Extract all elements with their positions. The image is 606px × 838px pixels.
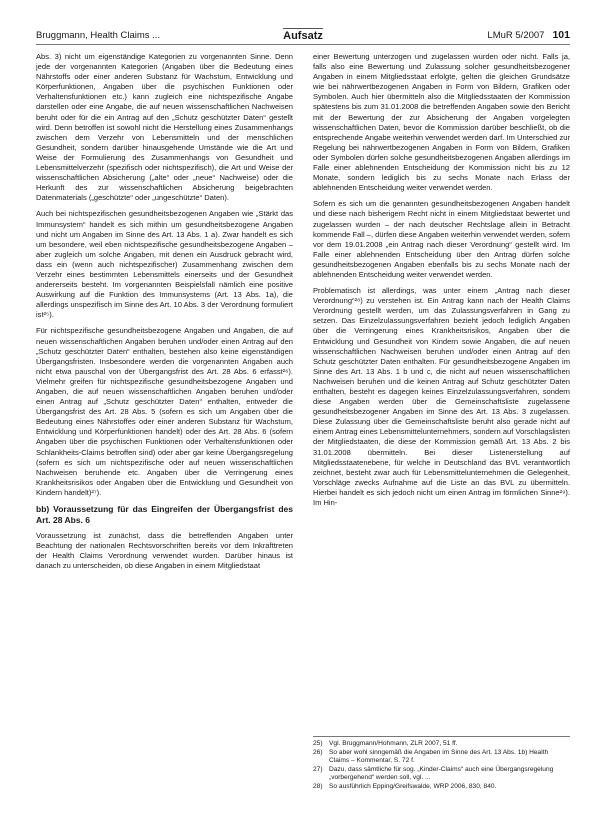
section-heading: bb) Voraussetzung für das Eingreifen der Übergangsfrist des Art. 28 Abs. 6 [36,504,293,525]
footnote-text: So aber wohl sinngemäß die Angaben im Sinne des Art. 13 Abs. 1b) Health Claims – Kommentar, S. 72 f. [329,748,549,765]
footnote-text: Dazu, dass sämtliche für sog. „Kinder-Claims“ auch eine Übergangsregelung „vorbergehend“ werden soll, vgl. ... [329,765,554,782]
footnote [313,766,570,783]
page-header [36,22,570,44]
section-label: Aufsatz [283,30,323,42]
footnote-number: 26) [313,748,323,756]
left-column [36,52,293,577]
journal-issue [487,29,570,41]
paragraph: Für nichtspezifische gesundheitsbezogene Angaben und Angaben, die auf neuen wissenschaftlichen Angaben beruhen und/oder einen Antrag auf den „Schutz geschützter Daten“ enthalten, bestehen also keine eigenständigen Übergangsfristen. Insbesondere werden die vorgenannten Angaben auch nicht etwa pauschal von der Übergangsfrist des Art. 28 Abs. 6 erfasst²⁶). Vielmehr greifen für nichtspezifische gesundheitsbezogene Angaben und Angaben, die auf neuen wissenschaftlichen Angaben beruhen und/oder einen Antrag auf „Schutz geschützter Daten“ enthalten, entweder die Übergangsfrist des Art. 28 Abs. 5 (sofern es sich um Angaben über die Bedeutung eines Nährstoffes oder einer anderen Substanz für Wachstum, Entwicklung und Körperfunktionen handelt) oder des Art. 28 Abs. 6 (sofern Angaben über die psychischen Funktionen oder Verhaltensfunktionen oder Schlankheits-Claims betroffen sind) oder aber gar keine Übergangsregelung (sofern es sich um nichtspezifische oder auf neuen wissenschaftlichen Nachweisen beruhende etc. Angaben über die Verringerung eines Krankheitsrisikos oder Angaben über die Entwicklung und Gesundheit von Kindern handelt)²⁷). [36,326,293,497]
footnote [313,749,570,766]
footnote-number: 28) [313,782,323,790]
header-rule [36,44,570,45]
paragraph: einer Bewertung unterzogen und zugelassen wurden oder nicht. Falls ja, falls also eine Bewertung und Zulassung solcher gesundheitsbezogener Angaben in einem Mitgliedsstaat erfolgte, gelten die gleichen Grundsätze wie bei nährwertbezogenen Angaben in Form von Bildern, Grafiken oder Symbolen. Auch hier übermitteln also die Mitgliedsstaaten der Kommission spätestens bis zum 31.01.2008 die betreffenden Angaben sowie den Bericht mit der Bewertung der zur Absicherung der Angaben vorgelegten wissenschaftlichen Daten, bevor die Kommission darüber beschließt, ob die entsprechende Angabe weiterhin verwendet werden darf. Im Unterschied zur Regelung bei nährwertbezogenen Angaben in Form von Bildern, Grafiken oder Symbolen dürfen solche gesundheitsbezogenen Angaben allerdings im Falle einer ablehnenden Entscheidung der Kommission nicht bis zu 12 Monate, sondern lediglich bis zu sechs Monate nach Erlass der ablehnenden Entscheidung weiter verwendet werden. [313,52,570,193]
footnote [313,783,570,792]
paragraph: Abs. 3) nicht um eigenständige Kategorien zu vorgenannten Sinne. Denn jede der vorgenannten Kategorien (Angaben über die Bedeutung eines Nährstoffs oder einer anderen Substanz für Wachstum, Entwicklung und Körperfunktionen, Angaben über die psychischen Funktionen oder Verhaltensfunktionen etc.) kann zugleich eine nichtspezifische Angabe darstellen oder eine Angabe, die auf neuen wissenschaftlichen Nachweisen beruht oder für die ein Antrag auf den „Schutz geschützter Daten“ gestellt wird. Denn betroffen ist sowohl nicht die Herstellung eines Zusammenhangs zwischen dem Verzehr von Lebensmitteln und der menschlichen Gesundheit, sondern darüber hinausgehende Umstände wie die Art und Weise der Formulierung des Zusammenhangs von Gesundheit und Lebensmittelverzehr (spezifisch oder nichtspezifisch), die Art und Weise der wissenschaftlichen Absicherung („alte“ oder „neue“ Nachweise) oder die Herkunft des zur wissenschaftlichen Absicherung beigebrachten Datenmaterials („geschützte“ oder „ungeschützte“ Daten). [36,52,293,203]
footnote-number: 27) [313,765,323,773]
paragraph: Voraussetzung ist zunächst, dass die betreffenden Angaben unter Beachtung der nationalen Rechtsvorschriften bereits vor dem Inkrafttreten der Health Claims Verordnung verwendet wurden. Darüber hinaus ist danach zu unterscheiden, ob diese Angaben in einem Mitgliedstaat [36,531,293,571]
page-number: 101 [552,29,570,41]
footnote [313,740,570,749]
footnotes [313,736,570,792]
right-column [313,52,570,514]
running-head-author: Bruggmann, Health Claims ... [36,30,161,41]
paragraph: Problematisch ist allerdings, was unter einem „Antrag nach dieser Verordnung“²⁸) zu verstehen ist. Ein Antrag kann nach der Health Claims Verordnung gestellt werden, um das Zulassungsverfahren in Gang zu setzen. Das Einzelzulassungsverfahren bezieht jedoch lediglich Angaben über die Verringerung eines Krankheitsrisikos, Angaben über die Entwicklung und Gesundheit von Kindern sowie Angaben, die auf neuen wissenschaftlichen Nachweisen beruhen und/oder einen Antrag auf den Schutz geschützter Daten enthalten. Für gesundheitsbezogene Angaben im Sinne des Art. 13 Abs. 1 b und c, die nicht auf neuen wissenschaftlichen Nachweisen beruhen und die keinen Antrag auf Schutz geschützter Daten enthalten, besteht es dagegen keines Einzelzulassungsverfahren, sondern diese Angaben werden über die Gemeinschaftsliste zugelassene gesundheitsbezogener Angaben im Sinne des Art. 13 Abs. 3 zugelassen. Diese Zulassung über die Gemeinschaftsliste beruht also gerade nicht auf einem Antrag eines Lebensmittelunternehmers, sondern auf Vorschlagslisten der Mitgliedstaaten, die diese der Kommission gemäß Art. 13 Abs. 2 bis 31.01.2008 übermitteln. Bei dieser Listenerstellung auf Mitgliedsstaatenebene, für welche in Deutschland das BVL verantwortlich zeichnet, besteht zwar auch für Lebensmittelunternehmen die Gelegenheit, Vorschläge zwecks Aufnahme auf die Liste an das BVL zu übermitteln. Hierbei handelt es sich jedoch nicht um einen Antrag im förmlichen Sinne²⁹). Im Hin- [313,286,570,508]
issue-label: LMuR 5/2007 [487,30,545,41]
paragraph: Sofern es sich um die genannten gesundheitsbezogenen Angaben handelt und diese nach bisherigem Recht nicht in einem Mitgliedstaat bewertet und zugelassen wurden – der nach deutscher Rechtslage allein in Betracht kommende Fall –, dürfen diese Angaben weiterhin verwendet werden, sofern vor dem 19.01.2008 „ein Antrag nach dieser Verordnung“ gestellt wird. Im Falle einer ablehnenden Entscheidung über den Antrag dürfen solche gesundheitsbezogenen Angaben ebenfalls bis zu sechs Monate nach der ablehnenden Entscheidung weiter verwendet werden. [313,199,570,279]
paragraph: Auch bei nichtspezifischen gesundheitsbezogenen Angaben wie „Stärkt das Immunsystem“ handelt es sich mithin um gesundheitsbezogene Angaben und nicht um Angaben im Sinne des Art. 13 Abs. 1 a). Zwar handelt es sich um besondere, weil eben nichtspezifische gesundheitsbezogene Angaben – aber zugleich um solche Angaben, mit denen ein Ausdruck gebracht wird, dass ein (wenn auch nichtspezifischer) Zusammenhang zwischen dem Verzehr eines bestimmten Lebensmittels einerseits und der Gesundheit andererseits besteht. Im vorgenannten Beispielsfall nämlich eine positive Auswirkung auf die Funktion des Immunsystems (Art. 13 Abs. 1a), die allerdings unspezifisch im Sinne des Art. 10 Abs. 3 der Verordnung formuliert ist²⁵). [36,209,293,320]
footnote-text: Vgl. Bruggmann/Hohmann, ZLR 2007, 51 ff. [329,740,458,747]
footnote-number: 25) [313,740,323,747]
footnote-text: So ausführlich Epping/Greifswalde, WRP 2006, 830, 840. [329,782,497,790]
